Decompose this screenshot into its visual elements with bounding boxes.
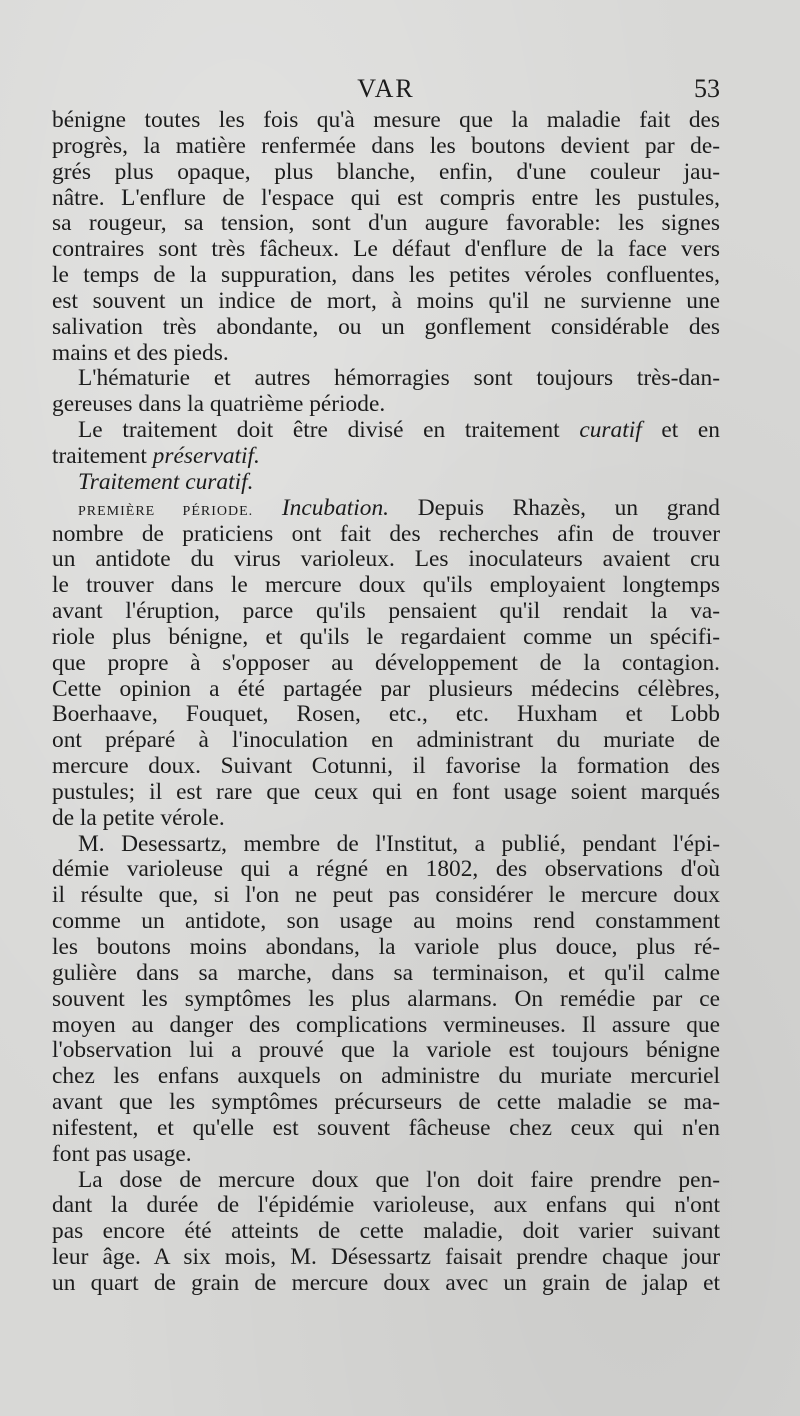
text-span: il résulte que, si l'on ne peut pas considérer le mercure doux [52,882,720,909]
text-span: contraires sont très fâcheux. Le défaut d'enflure de la face vers [52,236,720,263]
text-span: nifestent, et qu'elle est souvent fâcheuse chez ceux qui n'en [52,1114,720,1141]
text-line [52,366,720,392]
text-line [52,651,720,677]
text-span: sa rougeur, sa tension, sont d'un augure favorable: les signes [52,210,720,237]
text-span: que propre à s'opposer au développement de la contagion. [52,649,720,676]
text-line [52,263,720,289]
text-span: un antidote du virus varioleux. Les inoculateurs avaient cru [52,546,720,573]
text-line [52,1168,720,1194]
text-line [52,702,720,728]
text-line [52,1219,720,1245]
text-line [52,806,720,832]
text-span [253,495,282,521]
text-span: La dose de mercure doux que l'on doit faire prendre pen- [78,1166,720,1193]
small-caps-text: PREMIÈRE PÉRIODE. [78,503,254,519]
page-number: 53 [694,74,720,103]
text-line [52,186,720,212]
text-line [52,857,720,883]
text-line [52,1038,720,1064]
text-span: nombre de praticiens ont fait des recherches afin de trouver [52,520,720,547]
text-line [52,1116,720,1142]
text-line [52,470,720,496]
text-line [52,935,720,961]
text-line [52,961,720,987]
text-span: est souvent un indice de mort, à moins qu'il ne survienne une [52,287,720,314]
text-span: ont préparé à l'inoculation en administrant du muriate de [52,727,720,754]
text-line [52,134,720,160]
text-line [52,1013,720,1039]
italic-text: préservatif. [152,442,260,469]
text-span: Cette opinion a été partagée par plusieurs médecins célèbres, [52,675,720,702]
text-line [52,108,720,134]
text-span: démie varioleuse qui a régné en 1802, des observations d'où [52,856,720,883]
text-span: Depuis Rhazès, un grand [389,494,720,521]
text-span: chez les enfans auxquels on administre du muriate mercuriel [52,1063,720,1090]
text-span: salivation très abondante, ou un gonflement considérable des [52,313,720,340]
text-line [52,883,720,909]
text-span: le trouver dans le mercure doux qu'ils employaient longtemps [52,572,720,599]
text-span: un quart de grain de mercure doux avec un grain de jalap et [52,1269,720,1296]
text-span: L'hématurie et autres hémorragies sont toujours très-dan- [78,365,720,392]
italic-text: curatif [579,417,642,444]
text-span: Le traitement doit être divisé en traitement [78,417,580,444]
text-span: avant l'éruption, parce qu'ils pensaient qu'il rendait la va- [52,598,720,625]
text-span: traitement [52,442,153,469]
text-span: moyen au danger des complications vermineuses. Il assure que [52,1011,720,1038]
text-span: bénigne toutes les fois qu'à mesure que la maladie fait des [52,107,720,133]
text-span: progrès, la matière renfermée dans les boutons devient par de- [52,132,720,159]
text-line [52,315,720,341]
text-span: gereuses dans la quatrième période. [52,391,386,418]
text-line [52,496,720,522]
text-line [52,599,720,625]
text-span: grés plus opaque, plus blanche, enfin, d'une couleur jau- [52,158,720,185]
text-span: mains et des pieds. [52,339,229,366]
text-span: riole plus bénigne, et qu'ils le regardaient comme un spécifi- [52,623,720,650]
text-span: mercure doux. Suivant Cotunni, il favorise la formation des [52,753,720,780]
text-line [52,547,720,573]
text-line [52,1142,720,1168]
text-line [52,677,720,703]
text-span: le temps de la suppuration, dans les petites véroles confluentes, [52,262,720,289]
text-span: dant la durée de l'épidémie varioleuse, aux enfans qui n'ont [52,1192,720,1219]
text-line [52,1090,720,1116]
text-span: avant que les symptômes précurseurs de cette maladie se ma- [52,1089,720,1116]
text-span: gulière dans sa marche, dans sa terminaison, et qu'il calme [52,959,720,986]
text-line [52,444,720,470]
text-line [52,987,720,1013]
text-line [52,392,720,418]
text-line [52,237,720,263]
text-line [52,728,720,754]
text-line [52,1245,720,1271]
text-line [52,832,720,858]
text-line [52,160,720,186]
text-line [52,289,720,315]
text-span: et en [641,417,721,444]
text-line [52,573,720,599]
text-line [52,211,720,237]
text-line [52,341,720,367]
text-span: de la petite vérole. [52,804,225,831]
text-span: pustules; il est rare que ceux qui en font usage soient marqués [52,778,720,805]
text-span: souvent les symptômes les plus alarmans. On remédie par ce [52,985,720,1012]
text-span: leur âge. A six mois, M. Désessartz faisait prendre chaque jour [52,1244,720,1271]
text-line [52,1193,720,1219]
running-head: VAR [357,74,415,103]
page-header [52,74,720,104]
text-line [52,754,720,780]
text-span: comme un antidote, son usage au moins rend constamment [52,908,720,935]
text-line [52,522,720,548]
text-line [52,1064,720,1090]
italic-text: Traitement curatif. [78,468,254,495]
text-line [52,909,720,935]
text-span: pas encore été atteints de cette maladie, doit varier suivant [52,1218,720,1245]
text-span: nâtre. L'enflure de l'espace qui est compris entre les pustules, [52,184,720,211]
text-line [52,625,720,651]
text-line [52,1271,720,1297]
text-span: les boutons moins abondans, la variole plus douce, plus ré- [52,934,720,960]
text-span: font pas usage. [52,1140,192,1167]
text-line [52,418,720,444]
text-span: M. Desessartz, membre de l'Institut, a publié, pendant l'épi- [78,830,720,857]
italic-text: Incubation. [281,494,390,521]
text-span: Boerhaave, Fouquet, Rosen, etc., etc. Huxham et Lobb [52,701,720,728]
text-line [52,780,720,806]
text-span: l'observation lui a prouvé que la variole est toujours bénigne [52,1037,720,1064]
body-text [52,108,720,1297]
